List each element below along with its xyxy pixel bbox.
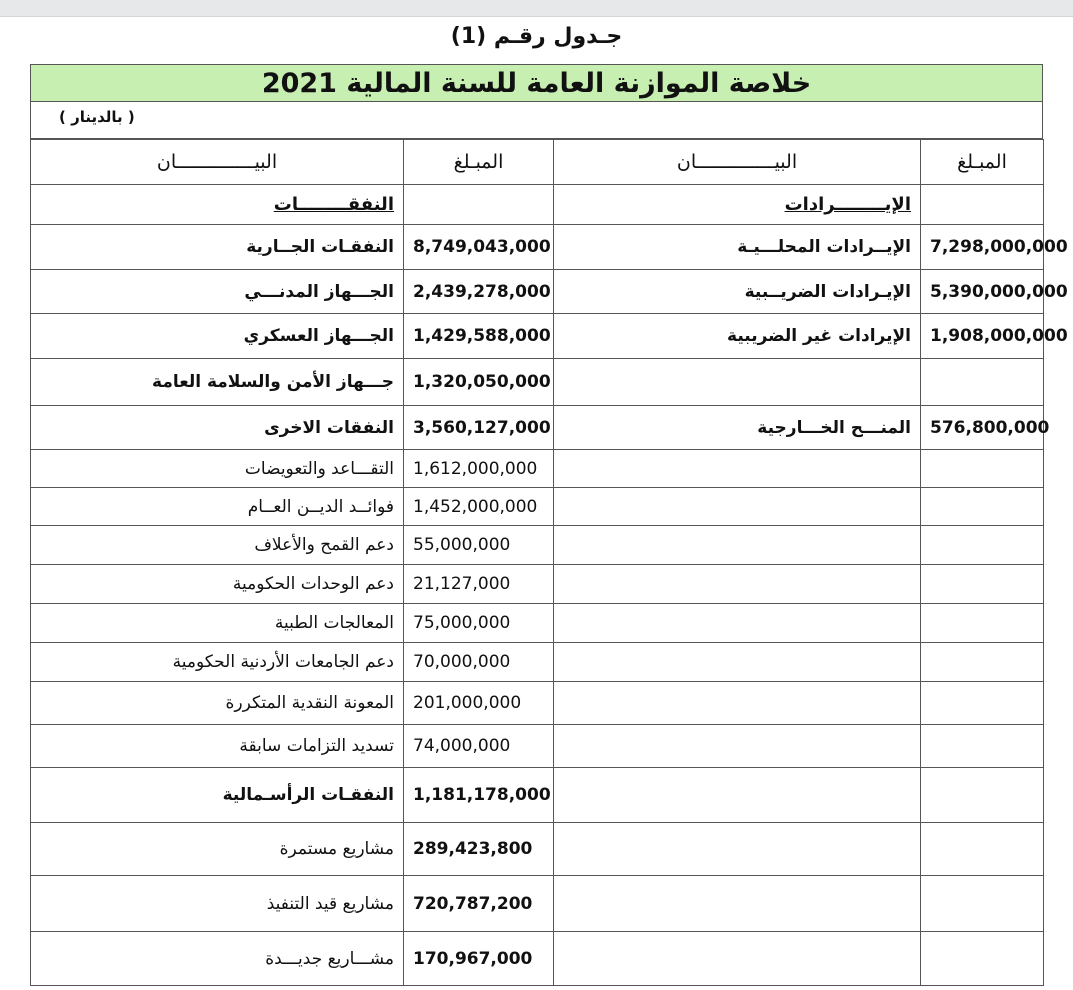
section-expenses-label: النفقــــــــات xyxy=(273,194,394,215)
expense-amount: 21,127,000 xyxy=(404,565,554,604)
currency-unit: ( بالدينار ) xyxy=(59,108,135,126)
revenue-amount xyxy=(921,932,1044,986)
revenue-label: الإيـرادات الضريــبية xyxy=(554,270,921,314)
expense-amount: 70,000,000 xyxy=(404,643,554,682)
revenue-amount xyxy=(921,682,1044,725)
revenue-amount xyxy=(921,823,1044,876)
expense-amount: 289,423,800 xyxy=(404,823,554,876)
table-row xyxy=(31,932,1044,986)
revenue-amount xyxy=(921,876,1044,932)
header-expense-statement: البيــــــــــــــان xyxy=(31,140,404,185)
expense-amount: 55,000,000 xyxy=(404,526,554,565)
revenue-label xyxy=(554,604,921,643)
expense-label: المعالجات الطبية xyxy=(31,604,404,643)
section-revenue-amount-empty xyxy=(921,185,1044,225)
expense-amount: 720,787,200 xyxy=(404,876,554,932)
table-row xyxy=(31,314,1044,359)
revenue-amount: 1,908,000,000 xyxy=(921,314,1044,359)
revenue-label xyxy=(554,450,921,488)
expense-amount: 75,000,000 xyxy=(404,604,554,643)
expense-label: النفقـات الرأسـمالية xyxy=(31,768,404,823)
revenue-amount xyxy=(921,565,1044,604)
unit-row xyxy=(30,102,1043,139)
section-revenues-label: الإيــــــــرادات xyxy=(784,194,911,215)
sheet-title: خلاصة الموازنة العامة للسنة المالية 2021 xyxy=(30,64,1043,102)
revenue-label xyxy=(554,643,921,682)
revenue-amount xyxy=(921,604,1044,643)
revenue-label: المنـــح الخـــارجية xyxy=(554,406,921,450)
table-row xyxy=(31,768,1044,823)
expense-label: مشاريع قيد التنفيذ xyxy=(31,876,404,932)
expense-label: النفقات الاخرى xyxy=(31,406,404,450)
expense-amount: 3,560,127,000 xyxy=(404,406,554,450)
table-row xyxy=(31,725,1044,768)
revenue-amount xyxy=(921,643,1044,682)
expense-label: دعم الوحدات الحكومية xyxy=(31,565,404,604)
table-row xyxy=(31,823,1044,876)
expense-amount: 201,000,000 xyxy=(404,682,554,725)
section-expenses xyxy=(31,185,404,225)
table-row xyxy=(31,526,1044,565)
window-top-bar xyxy=(0,0,1073,17)
table-caption: جـدول رقـم (1) xyxy=(450,24,623,49)
revenue-label xyxy=(554,823,921,876)
header-revenue-amount: المبـلغ xyxy=(921,140,1044,185)
expense-label: النفقـات الجــارية xyxy=(31,225,404,270)
table-row xyxy=(31,225,1044,270)
table-row xyxy=(31,876,1044,932)
revenue-label xyxy=(554,359,921,406)
revenue-label xyxy=(554,488,921,526)
table-row xyxy=(31,643,1044,682)
expense-amount: 1,181,178,000 xyxy=(404,768,554,823)
revenue-amount xyxy=(921,359,1044,406)
expense-amount: 74,000,000 xyxy=(404,725,554,768)
expense-label: المعونة النقدية المتكررة xyxy=(31,682,404,725)
table-row xyxy=(31,450,1044,488)
revenue-amount: 5,390,000,000 xyxy=(921,270,1044,314)
expense-label: مشـــاريع جديـــدة xyxy=(31,932,404,986)
header-row xyxy=(31,140,1044,185)
section-row xyxy=(31,185,1044,225)
expense-amount: 2,439,278,000 xyxy=(404,270,554,314)
expense-amount: 1,320,050,000 xyxy=(404,359,554,406)
expense-label: دعم القمح والأعلاف xyxy=(31,526,404,565)
table-row xyxy=(31,406,1044,450)
section-expense-amount-empty xyxy=(404,185,554,225)
expense-amount: 1,612,000,000 xyxy=(404,450,554,488)
revenue-label xyxy=(554,932,921,986)
revenue-amount: 7,298,000,000 xyxy=(921,225,1044,270)
expense-label: تسديد التزامات سابقة xyxy=(31,725,404,768)
budget-summary-sheet xyxy=(30,64,1068,986)
revenue-amount xyxy=(921,725,1044,768)
revenue-label xyxy=(554,682,921,725)
revenue-amount xyxy=(921,526,1044,565)
expense-amount: 8,749,043,000 xyxy=(404,225,554,270)
table-row xyxy=(31,488,1044,526)
expense-label: فوائــد الديــن العــام xyxy=(31,488,404,526)
revenue-amount xyxy=(921,768,1044,823)
revenue-label xyxy=(554,565,921,604)
expense-amount: 170,967,000 xyxy=(404,932,554,986)
revenue-label: الإيرادات غير الضريبية xyxy=(554,314,921,359)
header-revenue-statement: البيــــــــــــــان xyxy=(554,140,921,185)
revenue-label xyxy=(554,725,921,768)
table-row xyxy=(31,359,1044,406)
revenue-label xyxy=(554,876,921,932)
revenue-label: الإيــرادات المحلـــيـة xyxy=(554,225,921,270)
revenue-label xyxy=(554,526,921,565)
revenue-amount xyxy=(921,450,1044,488)
table-row xyxy=(31,565,1044,604)
expense-label: مشاريع مستمرة xyxy=(31,823,404,876)
budget-table xyxy=(30,139,1068,986)
revenue-label xyxy=(554,768,921,823)
expense-label: الجـــهاز المدنـــي xyxy=(31,270,404,314)
table-row xyxy=(31,682,1044,725)
expense-label: دعم الجامعات الأردنية الحكومية xyxy=(31,643,404,682)
expense-label: الجـــهاز العسكري xyxy=(31,314,404,359)
expense-label: التقـــاعد والتعويضات xyxy=(31,450,404,488)
table-row xyxy=(31,270,1044,314)
revenue-amount: 576,800,000 xyxy=(921,406,1044,450)
revenue-amount xyxy=(921,488,1044,526)
section-revenues xyxy=(554,185,921,225)
expense-label: جـــهاز الأمن والسلامة العامة xyxy=(31,359,404,406)
table-row xyxy=(31,604,1044,643)
expense-amount: 1,452,000,000 xyxy=(404,488,554,526)
header-expense-amount: المبـلغ xyxy=(404,140,554,185)
expense-amount: 1,429,588,000 xyxy=(404,314,554,359)
